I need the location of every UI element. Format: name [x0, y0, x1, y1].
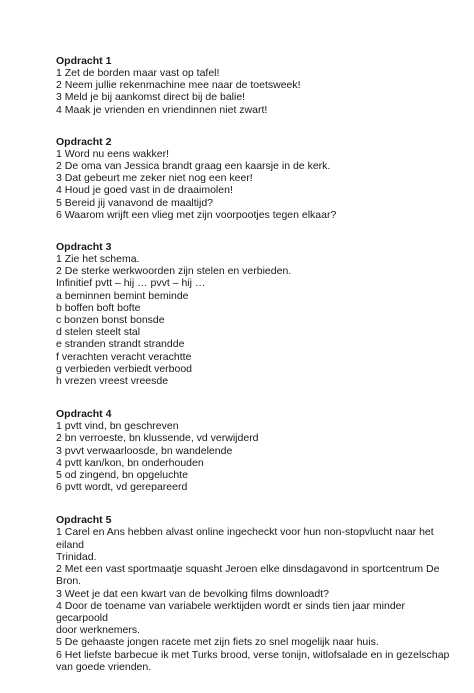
answer-line: door werknemers. — [56, 624, 141, 637]
section-title: Opdracht 1 — [56, 55, 112, 67]
section-title: Opdracht 2 — [56, 135, 112, 148]
answer-line: f verachten veracht verachtte — [56, 350, 192, 363]
answer-line: b boffen boft bofte — [56, 301, 141, 314]
answer-line: 3 Weet je dat een kwart van de bevolking films downloadt? — [56, 587, 329, 600]
answer-line: 4 Houd je goed vast in de draaimolen! — [56, 184, 233, 197]
answer-line: van goede vrienden. — [56, 660, 152, 673]
answer-line: 2 De sterke werkwoorden zijn stelen en verbieden. — [56, 265, 292, 278]
answer-line: 3 Meld je bij aankomst direct bij de balie! — [56, 91, 246, 104]
answer-line: Infinitief pvtt – hij … pvvt – hij … — [56, 277, 206, 290]
section-title: Opdracht 4 — [56, 408, 112, 421]
answer-line: 1 Zie het schema. — [56, 253, 140, 266]
answer-line: 1 Word nu eens wakker! — [56, 147, 170, 160]
section-opdracht-1 — [56, 55, 456, 116]
answer-line: 6 Waarom wrijft een vlieg met zijn voorpootjes tegen elkaar? — [56, 208, 337, 221]
section-opdracht-3 — [56, 241, 456, 387]
answer-line: 4 Maak je vrienden en vriendinnen niet zwart! — [56, 103, 268, 116]
section-title: Opdracht 5 — [56, 514, 112, 527]
answer-line: 4 Door de toename van variabele werktijden wordt er sinds tien jaar minder gecarpoold — [56, 599, 408, 624]
answer-line: 5 De gehaaste jongen racete met zijn fiets zo snel mogelijk naar huis. — [56, 636, 379, 649]
answer-line: Bron. — [56, 575, 82, 588]
answer-line: e stranden strandt strandde — [56, 338, 185, 351]
answer-line: 6 pvtt wordt, vd gerepareerd — [56, 481, 188, 494]
section-title: Opdracht 3 — [56, 241, 112, 254]
answer-line: 4 pvtt kan/kon, bn onderhouden — [56, 456, 204, 469]
answer-line: 5 od zingend, bn opgeluchte — [56, 469, 188, 482]
answer-line: Trinidad. — [56, 550, 97, 563]
answer-line: a beminnen bemint beminde — [56, 289, 189, 302]
section-opdracht-2 — [56, 136, 456, 221]
answer-line: g verbieden verbiedt verbood — [56, 362, 193, 375]
answer-line: c bonzen bonst bonsde — [56, 314, 165, 327]
answer-line: 1 Carel en Ans hebben alvast online ingecheckt voor hun non-stopvlucht naar het eiland — [56, 526, 437, 551]
answer-line: 2 De oma van Jessica brandt graag een kaarsje in de kerk. — [56, 160, 331, 173]
answer-line: 2 bn verroeste, bn klussende, vd verwijderd — [56, 432, 259, 445]
answer-line: 3 pvvt verwaarloosde, bn wandelende — [56, 444, 233, 457]
answer-line: 2 Neem jullie rekenmachine mee naar de toetsweek! — [56, 79, 301, 92]
section-opdracht-5 — [56, 514, 456, 672]
answer-line: 1 Zet de borden maar vast op tafel! — [56, 67, 220, 79]
document-page — [56, 55, 456, 693]
answer-line: 2 Met een vast sportmaatje squasht Jeroen elke dinsdagavond in sportcentrum De — [56, 563, 440, 576]
answer-line: 3 Dat gebeurt me zeker niet nog een keer! — [56, 172, 253, 185]
answer-line: d stelen steelt stal — [56, 326, 141, 339]
answer-line: 1 pvtt vind, bn geschreven — [56, 420, 179, 433]
answer-line: 5 Bereid jij vanavond de maaltijd? — [56, 196, 214, 209]
answer-line: 6 Het liefste barbecue ik met Turks brood, verse tonijn, witlofsalade en in gezelschap — [56, 648, 450, 661]
answer-line: h vrezen vreest vreesde — [56, 375, 169, 388]
section-opdracht-4 — [56, 408, 456, 493]
